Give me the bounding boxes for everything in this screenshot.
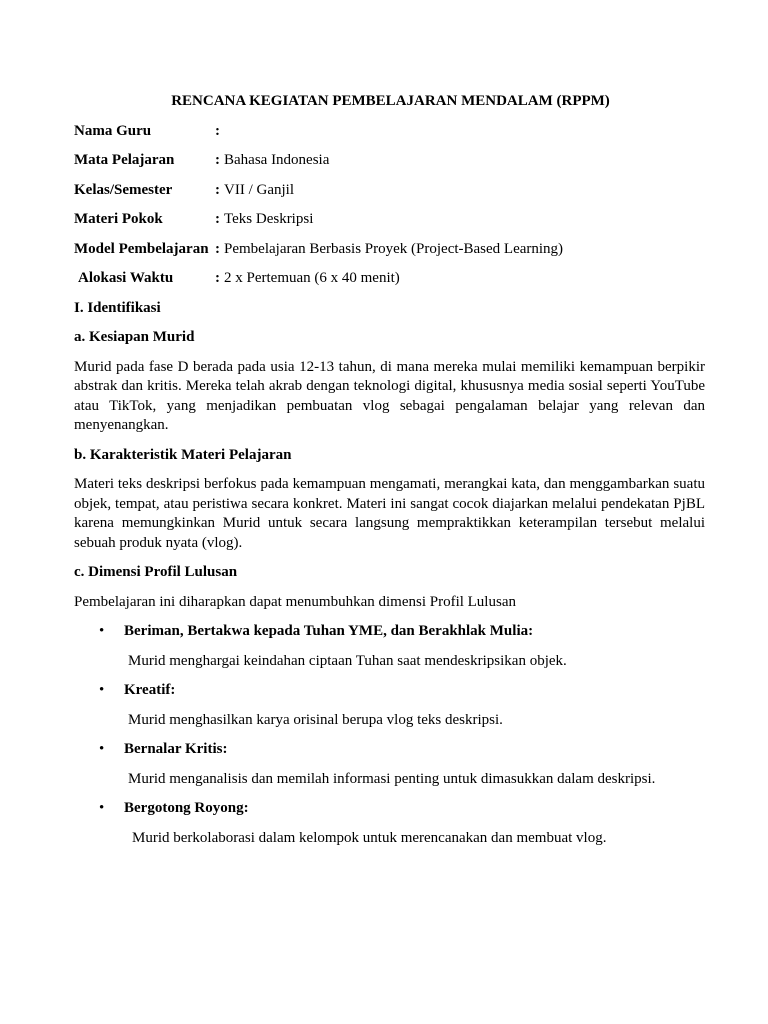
list-item-label: Bernalar Kritis: <box>124 741 228 757</box>
info-label: Model Pembelajaran <box>74 240 209 257</box>
info-colon: : <box>215 270 220 286</box>
list-item <box>74 681 705 701</box>
info-colon: : <box>215 211 220 227</box>
subsection-heading-profile: c. Dimensi Profil Lulusan <box>74 564 238 580</box>
info-value: VII / Ganjil <box>224 181 294 198</box>
document-title: RENCANA KEGIATAN PEMBELAJARAN MENDALAM (RPPM) <box>171 93 610 109</box>
section-heading-identification: I. Identifikasi <box>74 299 161 316</box>
subsection-heading-material: b. Karakteristik Materi Pelajaran <box>74 446 292 463</box>
list-item-description: Murid menganalisis dan memilah informasi penting untuk dimasukkan dalam deskripsi. <box>128 770 656 787</box>
bullet-icon: • <box>99 800 105 816</box>
info-value: Pembelajaran Berbasis Proyek (Project-Based Learning) <box>224 240 564 257</box>
info-row-class-semester <box>74 181 705 201</box>
list-item-description: Murid berkolaborasi dalam kelompok untuk merencanakan dan membuat vlog. <box>132 829 607 846</box>
bullet-icon: • <box>99 682 105 698</box>
info-label: Alokasi Waktu <box>78 270 174 286</box>
list-item <box>74 740 705 760</box>
info-colon: : <box>215 181 220 198</box>
bullet-icon: • <box>99 741 105 757</box>
info-value: Bahasa Indonesia <box>224 152 330 168</box>
info-colon: : <box>215 152 220 168</box>
info-row-time-allocation <box>74 269 705 289</box>
list-item-label: Beriman, Bertakwa kepada Tuhan YME, dan Berakhlak Mulia: <box>124 623 534 639</box>
list-item <box>74 799 705 819</box>
list-item-description: Murid menghasilkan karya orisinal berupa vlog teks deskripsi. <box>128 711 503 728</box>
info-label: Kelas/Semester <box>74 181 173 198</box>
info-value: Teks Deskripsi <box>224 211 314 227</box>
info-row-subject <box>74 151 705 171</box>
bullet-icon: • <box>99 623 105 639</box>
info-row-learning-model <box>74 240 705 260</box>
list-item-description: Murid menghargai keindahan ciptaan Tuhan saat mendeskripsikan objek. <box>128 652 567 669</box>
list-item <box>74 622 705 642</box>
paragraph-profile-intro: Pembelajaran ini diharapkan dapat menumbuhkan dimensi Profil Lulusan <box>74 593 516 610</box>
paragraph-material: Materi teks deskripsi berfokus pada kemampuan mengamati, merangkai kata, dan menggambarkan suatu objek, tempat, atau peristiwa secara konkret. Materi ini sangat cocok diajarkan melalui pendekatan PjBL karena memungkinkan Murid untuk secara langsung mempraktikkan keterampilan tersebut melalui sebuah produk nyata (vlog). <box>74 476 705 551</box>
info-label: Mata Pelajaran <box>74 152 175 168</box>
subsection-heading-readiness: a. Kesiapan Murid <box>74 329 195 345</box>
list-item-label: Bergotong Royong: <box>124 800 249 816</box>
info-label: Materi Pokok <box>74 211 163 227</box>
info-row-teacher <box>74 122 705 142</box>
info-label: Nama Guru <box>74 122 152 139</box>
list-item-label: Kreatif: <box>124 682 176 698</box>
info-colon: : <box>215 122 220 139</box>
info-row-topic <box>74 210 705 230</box>
document-page <box>74 92 705 858</box>
paragraph-readiness: Murid pada fase D berada pada usia 12-13 tahun, di mana mereka mulai memiliki kemampuan berpikir abstrak dan kritis. Mereka telah akrab dengan teknologi digital, khususnya media sosial seperti YouTube atau TikTok, yang menjadikan pembuatan vlog sebagai pengalaman belajar yang relevan dan menyenangkan. <box>74 358 705 433</box>
info-value: 2 x Pertemuan (6 x 40 menit) <box>224 270 400 286</box>
info-colon: : <box>215 240 220 257</box>
